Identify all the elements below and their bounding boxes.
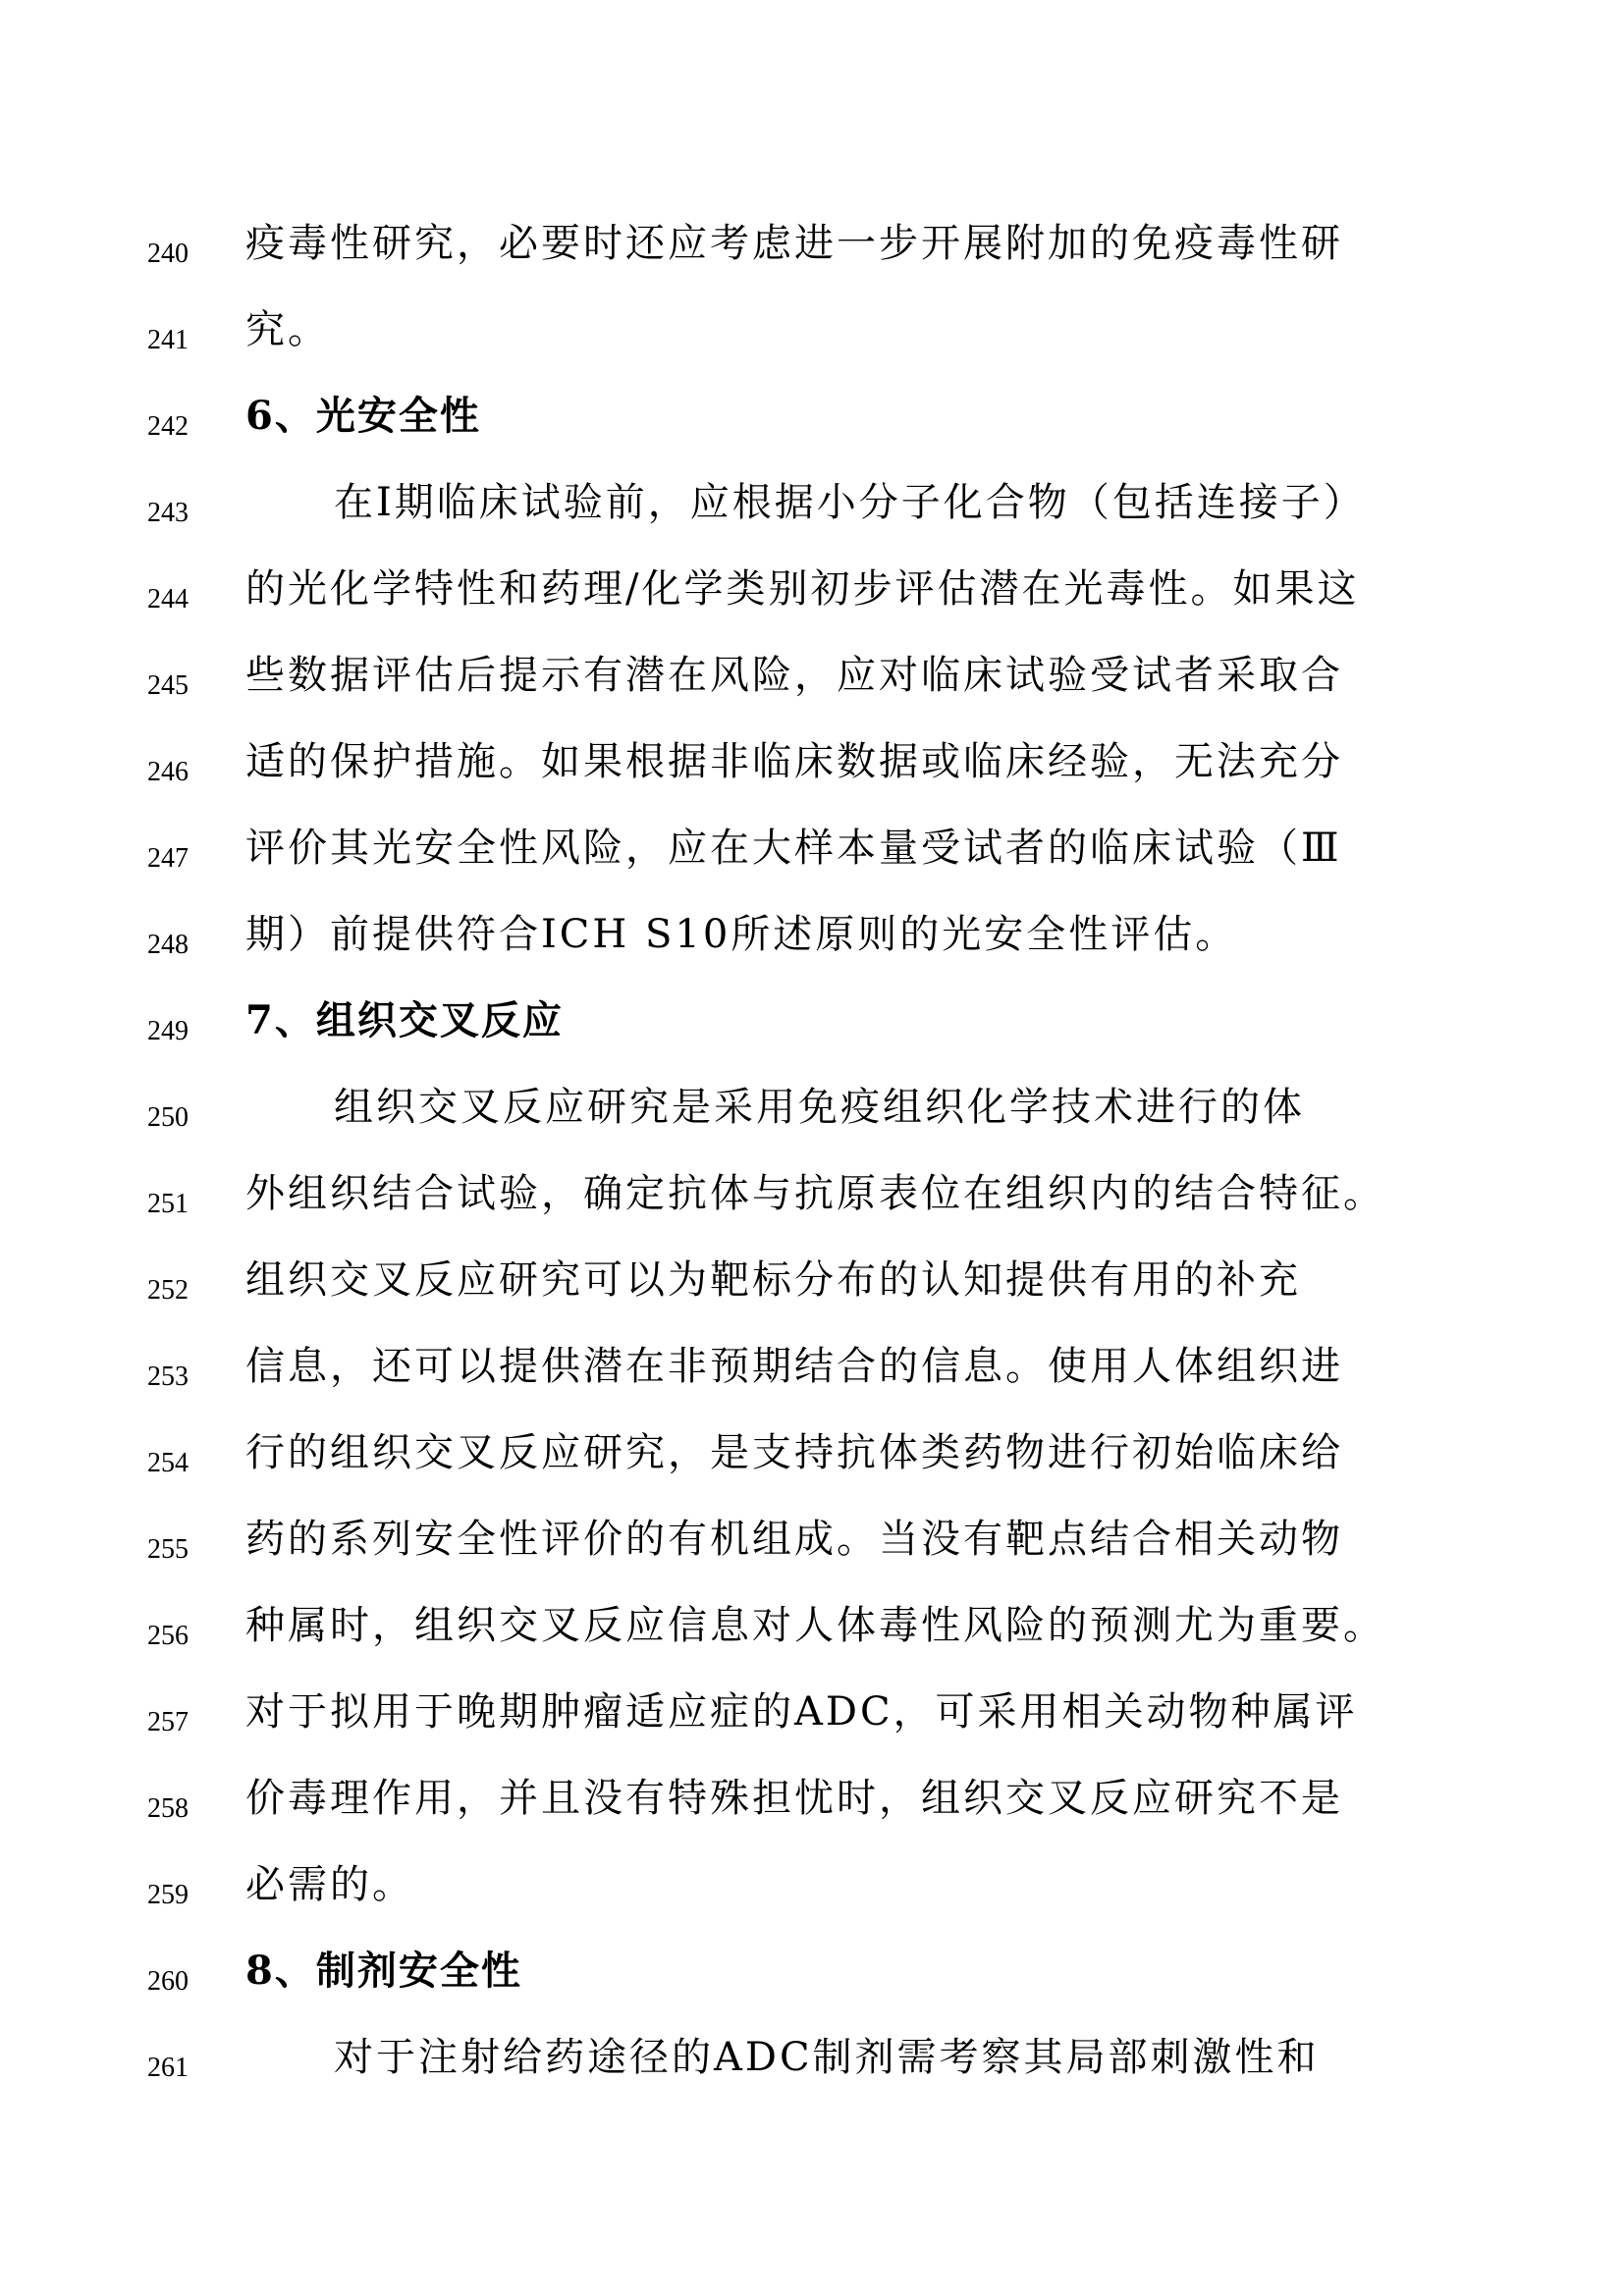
section-heading: 7、组织交叉反应 — [245, 997, 564, 1043]
body-text: 价毒理作用，并且没有特殊担忧时，组织交叉反应研究不是 — [245, 1776, 1343, 1821]
line-number: 258 — [147, 1793, 189, 1824]
text-line — [0, 293, 1624, 379]
line-number: 249 — [147, 1016, 189, 1046]
line-number: 252 — [147, 1275, 189, 1306]
line-number: 241 — [147, 325, 189, 355]
text-line — [0, 1675, 1624, 1761]
line-number: 260 — [147, 1966, 189, 1997]
body-text: 对于拟用于晚期肿瘤适应症的ADC，可采用相关动物种属评 — [245, 1689, 1358, 1735]
line-number: 243 — [147, 498, 189, 528]
body-text: 评价其光安全性风险，应在大样本量受试者的临床试验（Ⅲ — [245, 826, 1342, 871]
line-number: 259 — [147, 1880, 189, 1910]
line-number: 250 — [147, 1102, 189, 1133]
section-heading: 6、光安全性 — [245, 393, 481, 439]
body-text: 信息，还可以提供潜在非预期结合的信息。使用人体组织进 — [245, 1344, 1343, 1389]
body-text: 些数据评估后提示有潜在风险，应对临床试验受试者采取合 — [245, 653, 1343, 698]
text-line — [0, 206, 1624, 293]
text-line — [0, 1847, 1624, 1934]
text-line — [0, 1156, 1624, 1243]
section-heading: 8、制剂安全性 — [245, 1948, 522, 1994]
body-text: 外组织结合试验，确定抗体与抗原表位在组织内的结合特征。 — [245, 1171, 1385, 1216]
text-line — [0, 1329, 1624, 1415]
body-text: 组织交叉反应研究可以为靶标分布的认知提供有用的补充 — [245, 1257, 1301, 1303]
text-line — [0, 465, 1624, 552]
body-text: 组织交叉反应研究是采用免疫组织化学技术进行的体 — [334, 1085, 1305, 1130]
line-number: 245 — [147, 670, 189, 701]
body-text: 究。 — [245, 307, 330, 352]
text-line — [0, 1502, 1624, 1588]
body-text: 适的保护措施。如果根据非临床数据或临床经验，无法充分 — [245, 739, 1343, 784]
section-heading-line — [0, 984, 1624, 1070]
body-text: 行的组织交叉反应研究，是支持抗体类药物进行初始临床给 — [245, 1430, 1343, 1475]
line-number: 254 — [147, 1448, 189, 1478]
line-number: 248 — [147, 930, 189, 960]
line-number: 240 — [147, 239, 189, 269]
line-number: 246 — [147, 757, 189, 787]
body-text: 疫毒性研究，必要时还应考虑进一步开展附加的免疫毒性研 — [245, 221, 1343, 266]
body-text: 的光化学特性和药理/化学类别初步评估潜在光毒性。如果这 — [245, 566, 1360, 612]
body-text: 必需的。 — [245, 1862, 414, 1907]
line-number: 244 — [147, 584, 189, 614]
text-line — [0, 897, 1624, 984]
text-line — [0, 811, 1624, 897]
text-line — [0, 2020, 1624, 2107]
body-text: 对于注射给药途径的ADC制剂需考察其局部刺激性和 — [334, 2035, 1320, 2080]
line-number: 242 — [147, 411, 189, 442]
line-number: 251 — [147, 1189, 189, 1219]
text-line — [0, 1070, 1624, 1156]
text-line — [0, 724, 1624, 811]
text-line — [0, 1243, 1624, 1329]
body-text: 期）前提供符合ICH S10所述原则的光安全性评估。 — [245, 912, 1238, 957]
text-line — [0, 638, 1624, 724]
section-heading-line — [0, 1934, 1624, 2020]
text-line — [0, 1761, 1624, 1847]
line-number: 257 — [147, 1707, 189, 1737]
body-text: 在Ⅰ期临床试验前，应根据小分子化合物（包括连接子） — [334, 480, 1366, 525]
line-number: 253 — [147, 1362, 189, 1392]
text-line — [0, 1415, 1624, 1502]
body-text: 药的系列安全性评价的有机组成。当没有靶点结合相关动物 — [245, 1517, 1343, 1562]
line-number: 255 — [147, 1534, 189, 1565]
line-number: 247 — [147, 843, 189, 874]
text-line — [0, 552, 1624, 638]
text-line — [0, 1588, 1624, 1675]
line-number: 256 — [147, 1621, 189, 1651]
body-text: 种属时，组织交叉反应信息对人体毒性风险的预测尤为重要。 — [245, 1603, 1385, 1648]
section-heading-line — [0, 379, 1624, 465]
line-number: 261 — [147, 2053, 189, 2083]
